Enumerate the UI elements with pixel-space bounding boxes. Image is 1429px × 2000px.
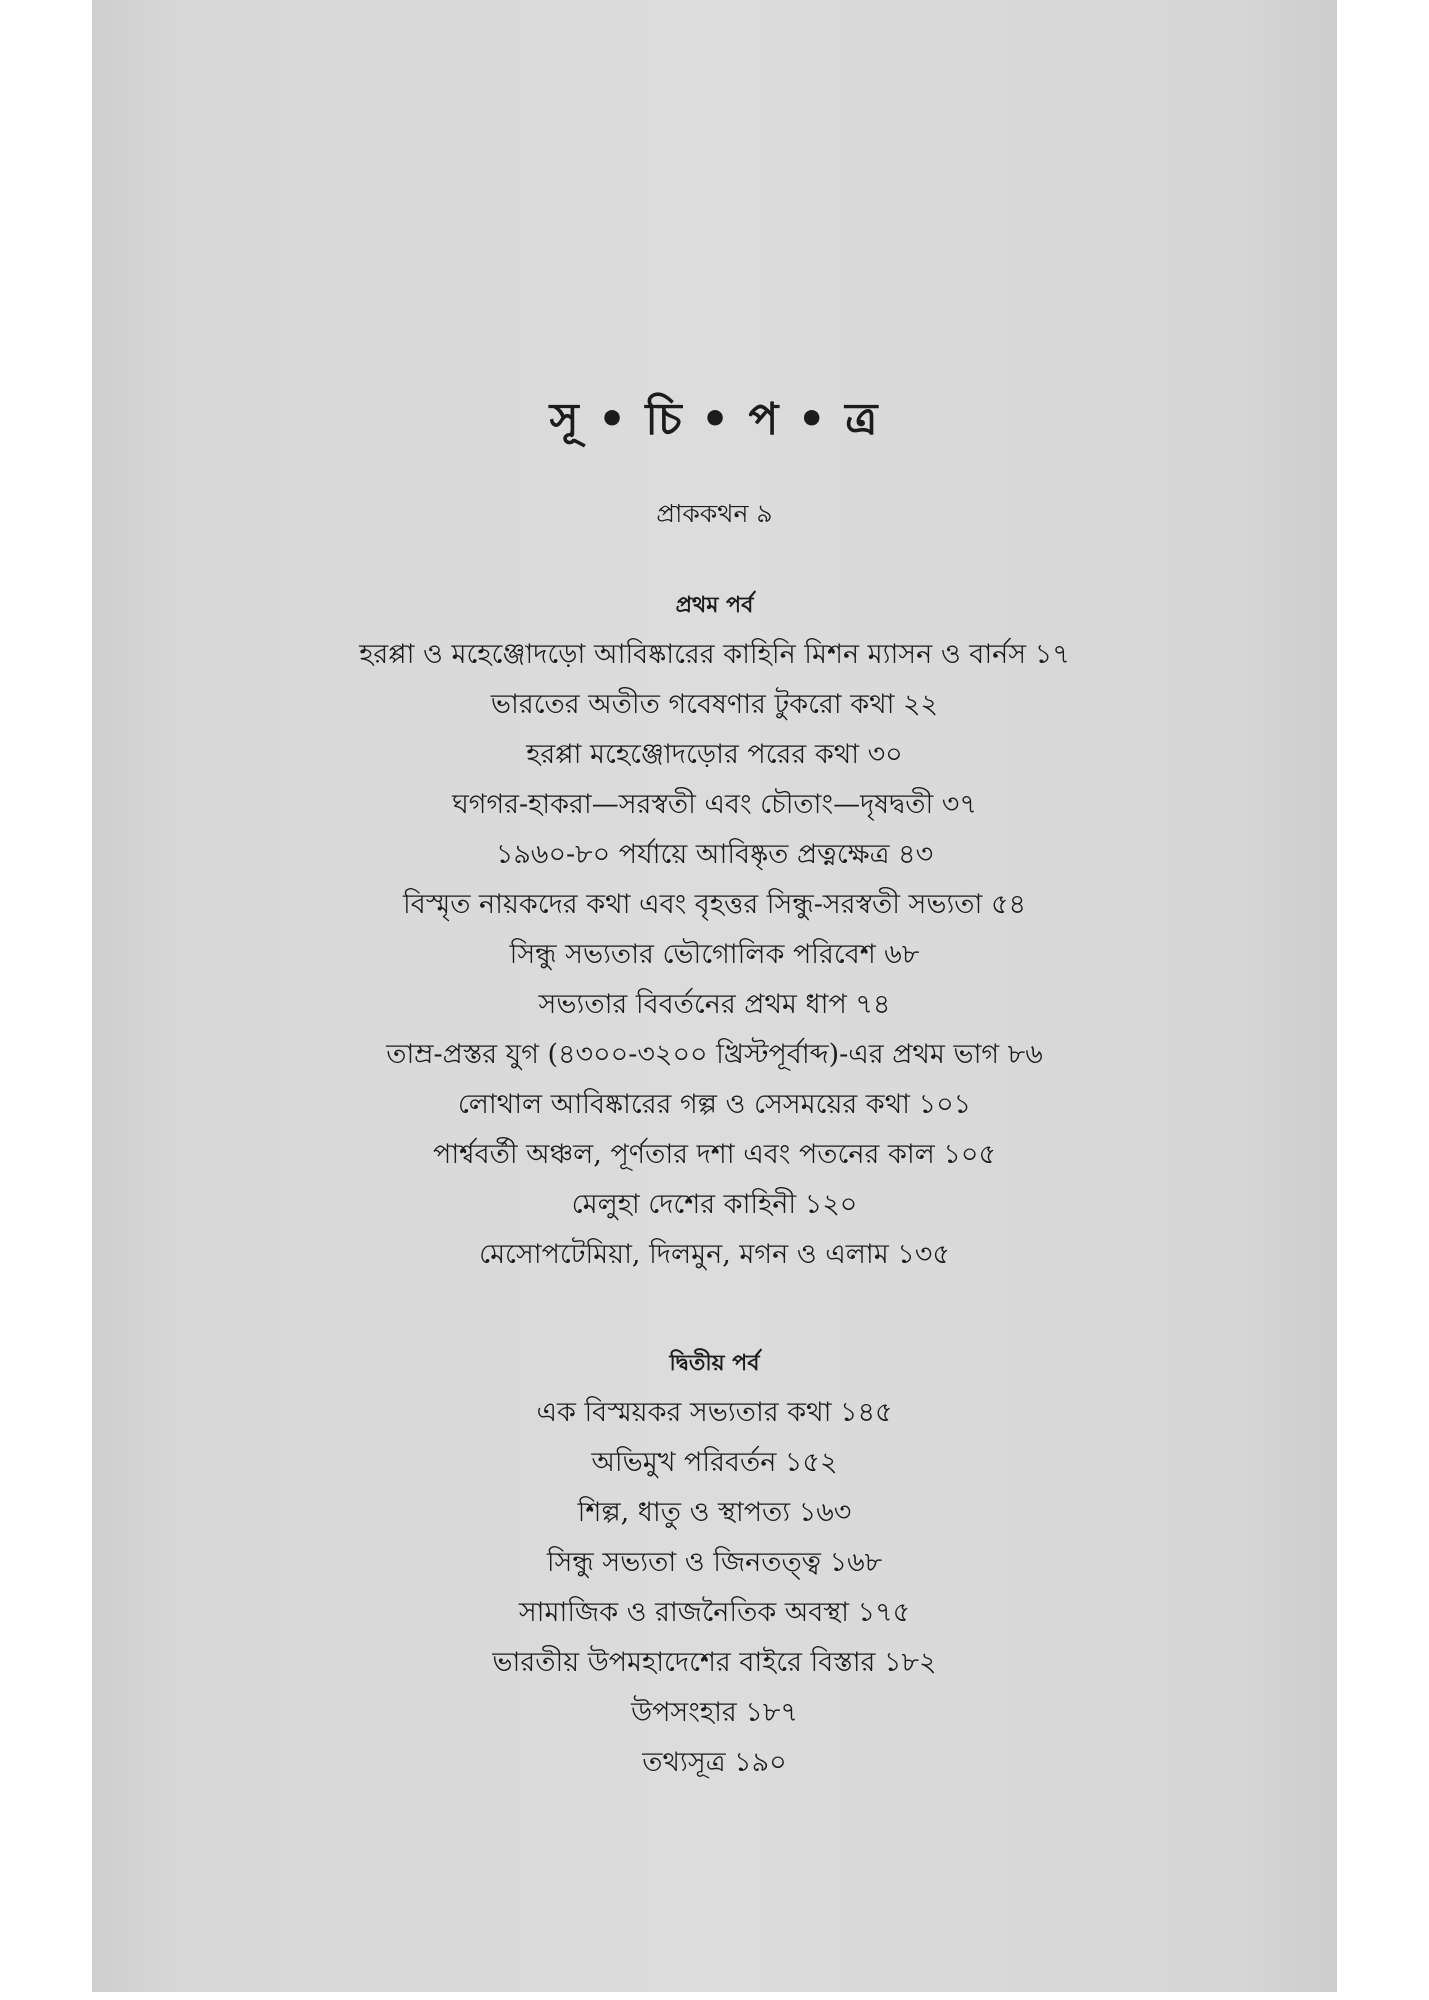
toc-entry: মেসোপটেমিয়া, দিলমুন, মগন ও এলাম ১৩৫ [479, 1239, 950, 1270]
part-two [92, 1346, 1337, 1788]
toc-entry: পার্শ্ববর্তী অঞ্চল, পূর্ণতার দশা এবং পতনের কাল ১০৫ [433, 1139, 996, 1170]
toc-entry: তথ্যসূত্র ১৯০ [642, 1747, 787, 1778]
part-two-entries [92, 1388, 1337, 1788]
part-one [92, 588, 1337, 1280]
toc-entry: এক বিস্ময়কর সভ্যতার কথা ১৪৫ [536, 1397, 893, 1428]
toc-entry: হরপ্পা ও মহেঞ্জোদড়ো আবিষ্কারের কাহিনি মিশন ম্যাসন ও বার্নস ১৭ [359, 639, 1070, 670]
toc-entry: ভারতীয় উপমহাদেশের বাইরে বিস্তার ১৮২ [492, 1647, 937, 1678]
toc-entry: তাম্র-প্রস্তর যুগ (৪৩০০-৩২০০ খ্রিস্টপূর্বাব্দ)-এর প্রথম ভাগ ৮৬ [386, 1039, 1043, 1070]
preface-entry: প্রাককথন ৯ [656, 499, 773, 528]
part-one-entries [92, 630, 1337, 1280]
toc-entry: হরপ্পা মহেঞ্জোদড়োর পরের কথা ৩০ [526, 739, 903, 770]
toc-entry: বিস্মৃত নায়কদের কথা এবং বৃহত্তর সিন্ধু-সরস্বতী সভ্যতা ৫৪ [402, 889, 1027, 920]
toc-entry: সভ্যতার বিবর্তনের প্রথম ধাপ ৭৪ [538, 989, 891, 1020]
toc-entry: লোথাল আবিষ্কারের গল্প ও সেসময়ের কথা ১০১ [457, 1089, 972, 1120]
page-title: সূ • চি • প • ত্র [549, 394, 880, 445]
toc-entry: শিল্প, ধাতু ও স্থাপত্য ১৬৩ [577, 1497, 852, 1528]
toc-entry: মেলুহা দেশের কাহিনী ১২০ [571, 1189, 858, 1220]
part-two-heading: দ্বিতীয় পর্ব [669, 1350, 760, 1376]
toc-entry: সামাজিক ও রাজনৈতিক অবস্থা ১৭৫ [518, 1597, 911, 1628]
toc-entry: ঘগগর-হাকরা—সরস্বতী এবং চৌতাং—দৃষদ্বতী ৩৭ [452, 789, 977, 820]
part-one-heading: প্রথম পর্ব [675, 592, 754, 618]
toc-entry: ভারতের অতীত গবেষণার টুকরো কথা ২২ [490, 689, 939, 720]
toc-entry: উপসংহার ১৮৭ [631, 1697, 798, 1728]
toc-entry: সিন্ধু সভ্যতার ভৌগোলিক পরিবেশ ৬৮ [509, 939, 920, 970]
toc-entry: ১৯৬০-৮০ পর্যায়ে আবিষ্কৃত প্রত্নক্ষেত্র ৪৩ [495, 839, 934, 870]
toc-entry: অভিমুখ পরিবর্তন ১৫২ [591, 1447, 838, 1478]
table-of-contents [92, 390, 1337, 1788]
toc-entry: সিন্ধু সভ্যতা ও জিনতত্ত্ব ১৬৮ [546, 1547, 883, 1578]
